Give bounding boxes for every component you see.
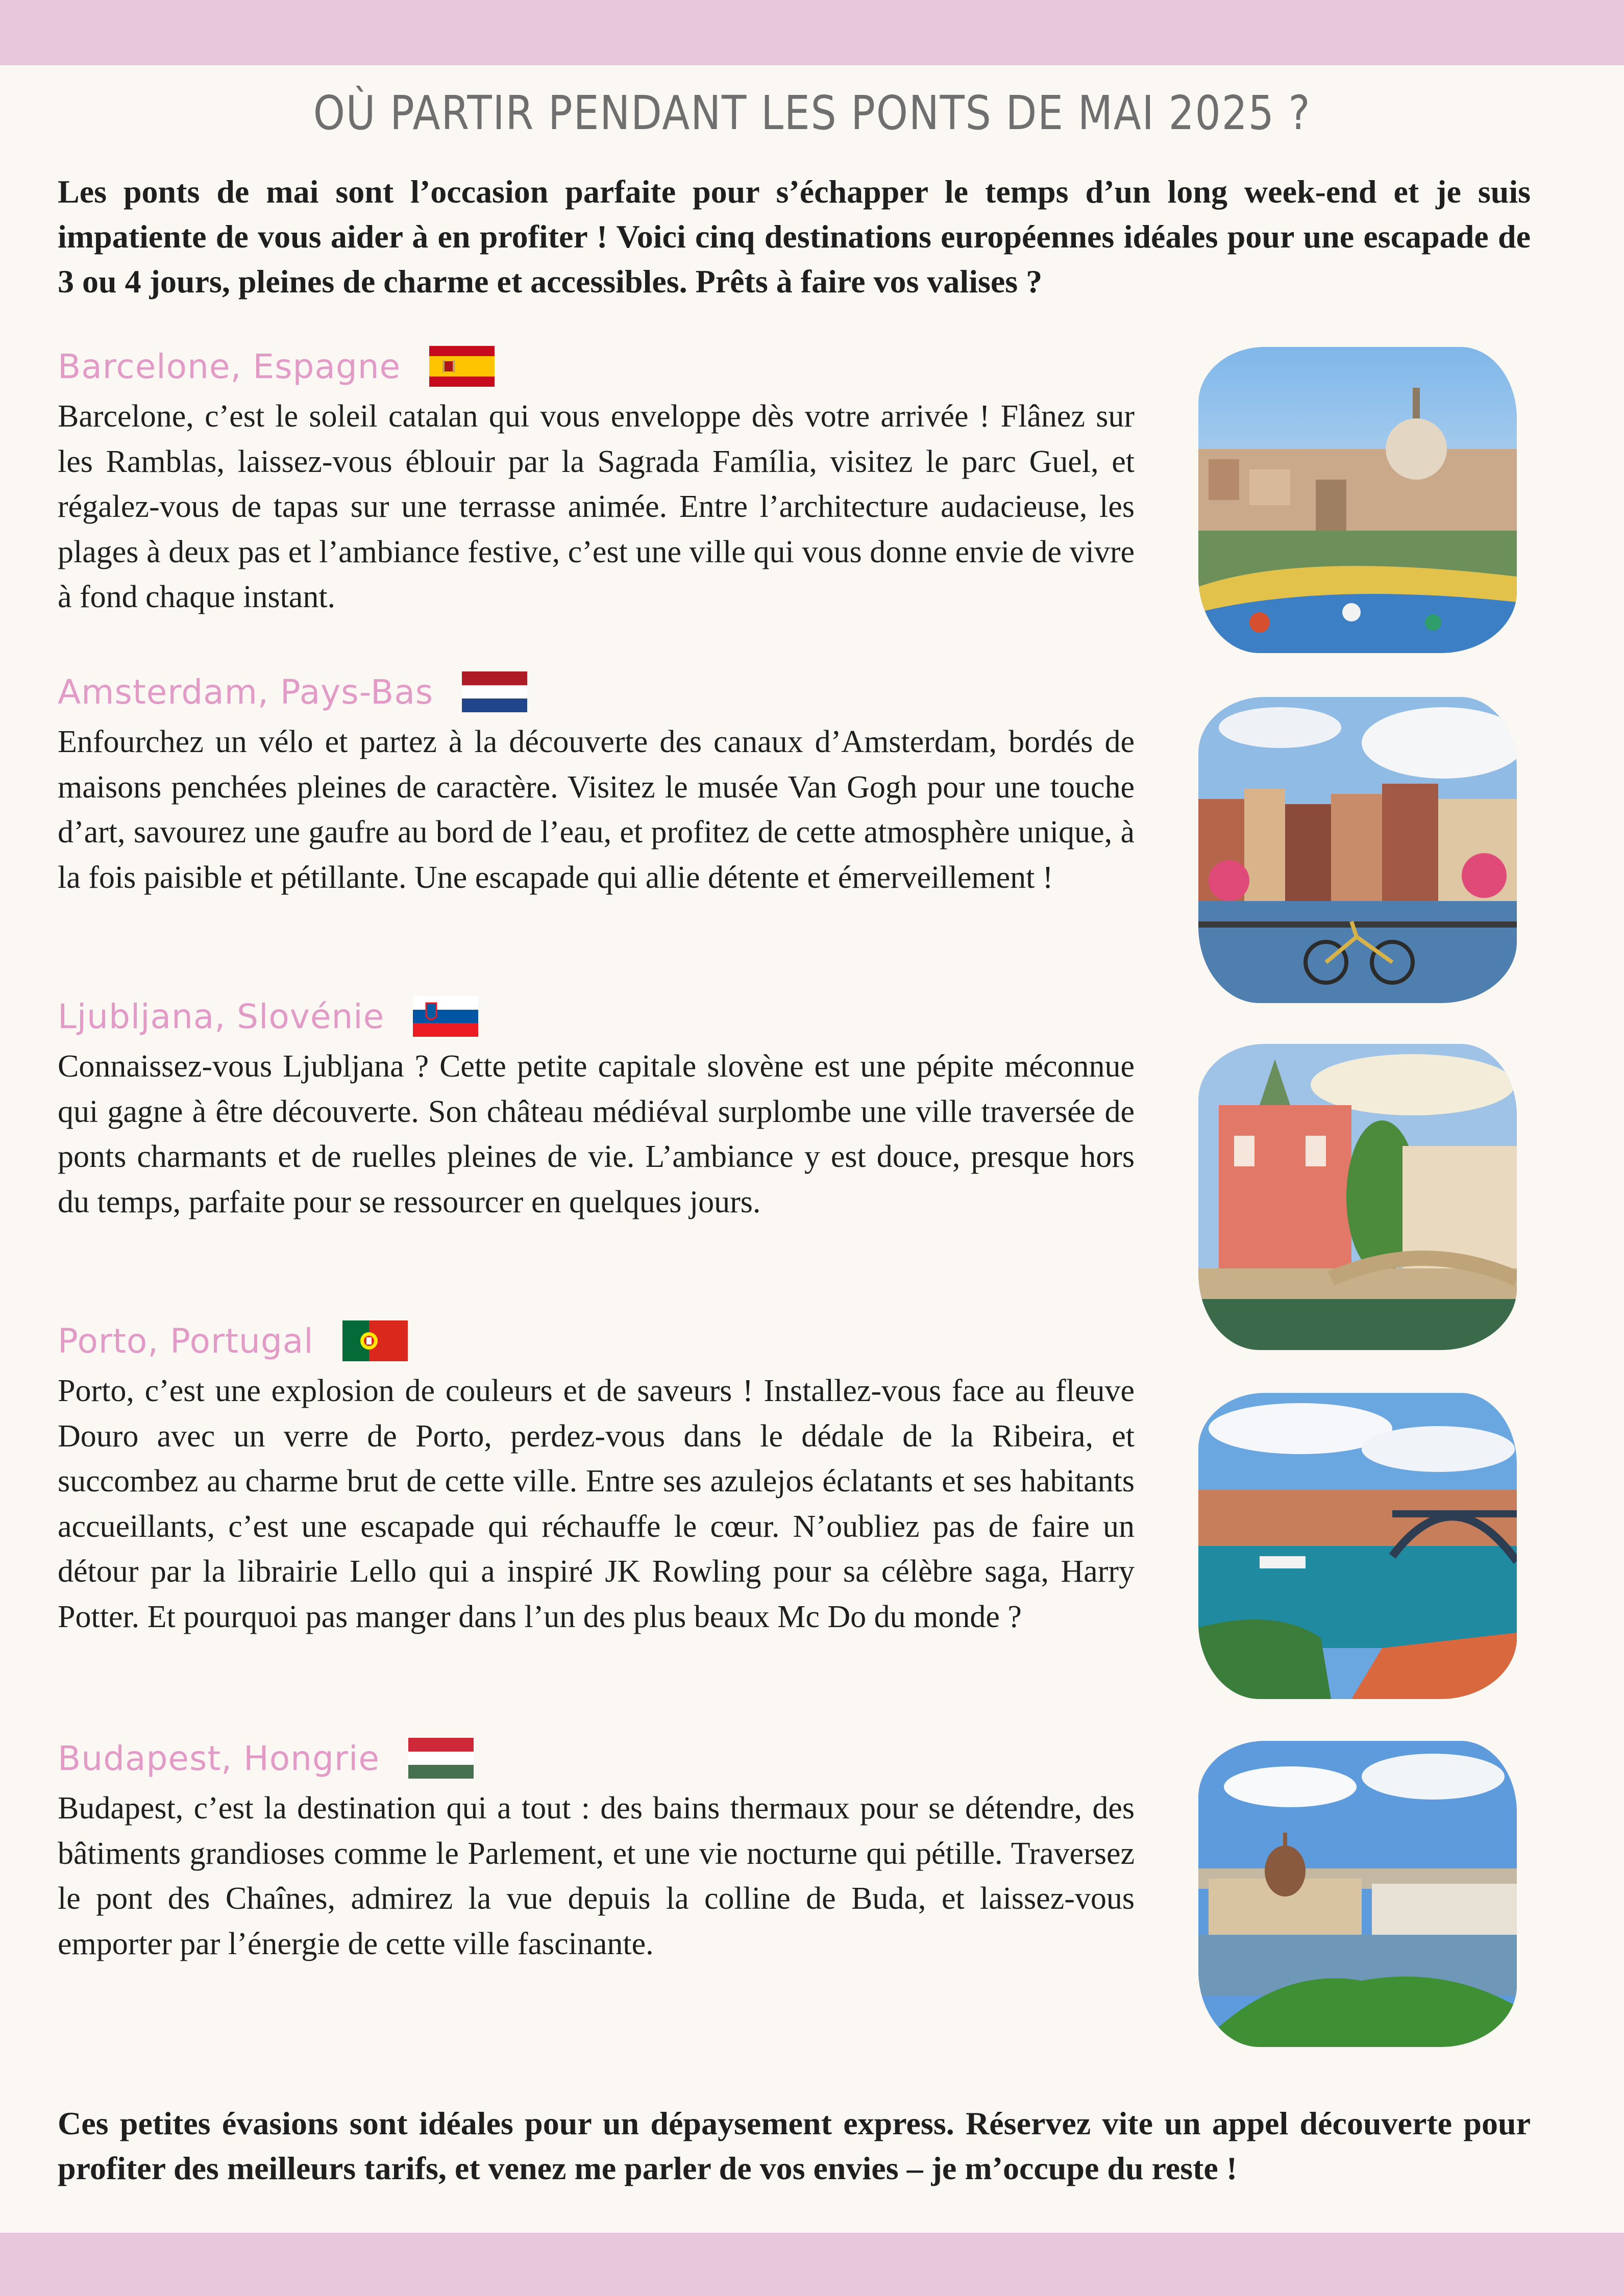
destination-heading bbox=[58, 341, 1135, 392]
closing-paragraph: Ces petites évasions sont idéales pour un dépaysement express. Réservez vite un appel découverte pour profiter des meilleurs tarifs, et venez me parler de vos envies – je m’occupe du reste ! bbox=[58, 2105, 1531, 2186]
destination-description: Budapest, c’est la destination qui a tout : des bains thermaux pour se détendre, des bâtiments grandioses comme le Parlement, et une vie nocturne qui pétille. Traversez le pont des Chaînes, admirez la vue depuis la colline de Buda, et laissez-vous emporter par l’énergie de cette ville fascinante. bbox=[58, 1791, 1135, 1961]
destination-title: Porto, Portugal bbox=[58, 1321, 314, 1361]
destination-title: Budapest, Hongrie bbox=[58, 1738, 380, 1778]
hungary-flag-icon bbox=[408, 1738, 474, 1779]
amsterdam-photo bbox=[1198, 697, 1517, 1003]
destination-heading bbox=[58, 1315, 1135, 1366]
barcelona-photo bbox=[1198, 347, 1517, 653]
destination-barcelone bbox=[58, 341, 1135, 620]
destination-description: Porto, c’est une explosion de couleurs et de saveurs ! Installez-vous face au fleuve Douro avec un verre de Porto, perdez-vous dans le dédale de la Ribeira, et succombez au charme brut de cette ville. Entre ses azulejos éclatants et ses habitants accueillants, c’est une escapade qui réchauffe le cœur. N’oubliez pas de faire un détour par la librairie Lello qui a inspiré JK Rowling pour sa célèbre saga, Harry Potter. Et pourquoi pas manger dans l’un des plus beaux Mc Do du monde ? bbox=[58, 1374, 1135, 1634]
destination-heading bbox=[58, 666, 1135, 717]
ljubljana-photo bbox=[1198, 1044, 1517, 1350]
slovenia-flag-icon bbox=[413, 996, 478, 1037]
portugal-flag-icon bbox=[342, 1320, 408, 1361]
destination-title: Ljubljana, Slovénie bbox=[58, 996, 385, 1036]
destination-budapest bbox=[58, 1733, 1135, 1966]
intro-paragraph: Les ponts de mai sont l’occasion parfaite pour s’échapper le temps d’un long week-end et je suis impatiente de vous aider à en profiter ! Voici cinq destinations européennes idéales pour une escapade de 3 ou 4 jours, pleines de charme et accessibles. Prêts à faire vos valises ? bbox=[58, 173, 1531, 300]
destination-heading bbox=[58, 991, 1135, 1042]
spain-flag-icon bbox=[429, 346, 495, 387]
top-band bbox=[0, 0, 1624, 65]
page-title: OÙ PARTIR PENDANT LES PONTS DE MAI 2025 ? bbox=[313, 86, 1311, 140]
porto-photo bbox=[1198, 1393, 1517, 1699]
budapest-photo bbox=[1198, 1741, 1517, 2047]
netherlands-flag-icon bbox=[462, 671, 527, 712]
destination-description: Enfourchez un vélo et partez à la découverte des canaux d’Amsterdam, bordés de maisons penchées pleines de caractère. Visitez le musée Van Gogh pour une touche d’art, savourez une gaufre au bord de l’eau, et profitez de cette atmosphère unique, à la fois paisible et pétillante. Une escapade qui allie détente et émerveillement ! bbox=[58, 725, 1135, 895]
destination-porto bbox=[58, 1315, 1135, 1639]
destination-title: Amsterdam, Pays-Bas bbox=[58, 672, 434, 712]
destination-description: Connaissez-vous Ljubljana ? Cette petite capitale slovène est une pépite méconnue qui gagne à être découverte. Son château médiéval surplombe une ville traversée de ponts charmants et de ruelles pleines de vie. L’ambiance y est douce, presque hors du temps, parfaite pour se ressourcer en quelques jours. bbox=[58, 1049, 1135, 1219]
destination-heading bbox=[58, 1733, 1135, 1784]
destination-description: Barcelone, c’est le soleil catalan qui vous enveloppe dès votre arrivée ! Flânez sur les Ramblas, laissez-vous éblouir par la Sagrada Família, visitez le parc Guel, et régalez-vous de tapas sur une terrasse animée. Entre l’architecture audacieuse, les plages à deux pas et l’ambiance festive, c’est une ville qui vous donne envie de vivre à fond chaque instant. bbox=[58, 399, 1135, 614]
destination-amsterdam bbox=[58, 666, 1135, 900]
bottom-band bbox=[0, 2233, 1624, 2296]
destination-ljubljana bbox=[58, 991, 1135, 1225]
destination-title: Barcelone, Espagne bbox=[58, 346, 401, 386]
